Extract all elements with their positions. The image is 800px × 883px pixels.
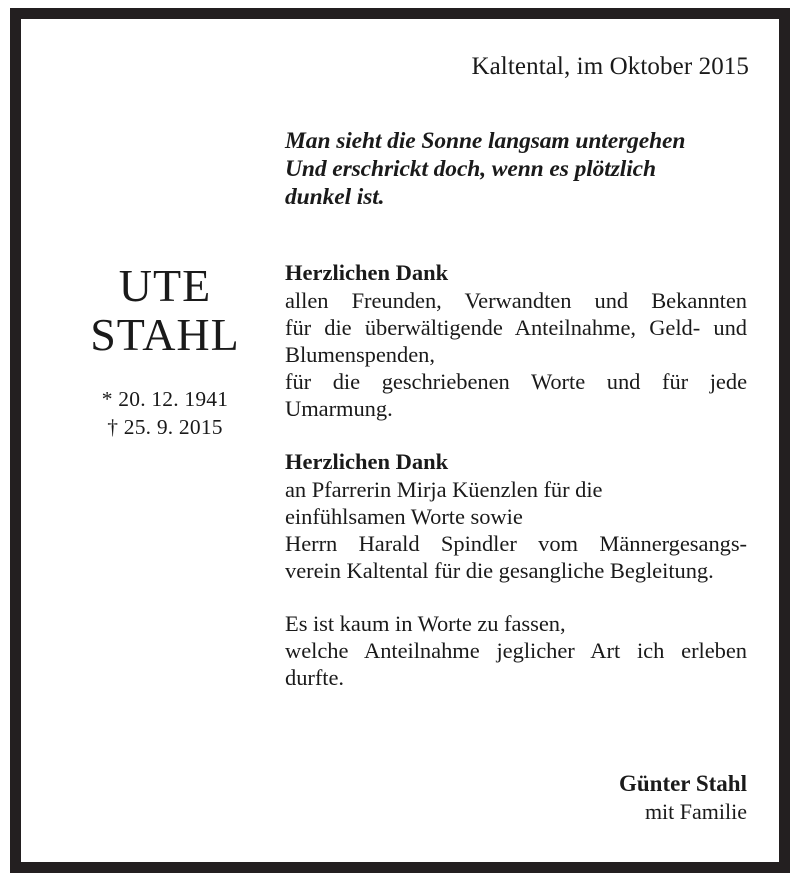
thanks-line: an Pfarrerin Mirja Küenzlen für die xyxy=(285,476,603,502)
closing-line: welche Anteilnahme jeglicher Art ich erleben xyxy=(285,637,747,663)
thanks-line: für die überwältigende Anteilnahme, Geld- und xyxy=(285,314,747,340)
thanks-heading-1: Herzlichen Dank xyxy=(285,259,449,285)
thanks-line: einfühlsamen Worte sowie xyxy=(285,503,523,529)
thanks-heading-2: Herzlichen Dank xyxy=(285,448,449,474)
thanks-line: Herrn Harald Spindler vom Männergesangs- xyxy=(285,530,747,556)
signatory-subtitle: mit Familie xyxy=(644,799,747,824)
thanks-line: allen Freunden, Verwandten und Bekannten xyxy=(285,287,747,313)
deceased-last-name: STAHL xyxy=(90,308,240,360)
deceased-block xyxy=(45,259,285,441)
poem-line-3: dunkel ist. xyxy=(285,183,385,210)
poem-line-1: Man sieht die Sonne langsam untergehen xyxy=(285,127,686,154)
place-and-date: Kaltental, im Oktober 2015 xyxy=(471,53,749,80)
poem-line-2: Und erschrickt doch, wenn es plötzlich xyxy=(285,155,656,182)
deceased-name xyxy=(45,261,285,359)
thanks-text-2 xyxy=(285,476,747,584)
thanks-line: Blumenspenden, xyxy=(285,341,435,367)
closing-line: Es ist kaum in Worte zu fassen, xyxy=(285,610,566,636)
notice-body xyxy=(45,259,755,691)
black-mourning-border xyxy=(10,8,790,873)
birth-date: * 20. 12. 1941 xyxy=(101,386,229,411)
life-dates xyxy=(45,385,285,441)
thanks-line: für die geschriebenen Worte und für jede xyxy=(285,368,747,394)
notice-content xyxy=(21,19,779,862)
thanks-block-1 xyxy=(285,259,747,422)
closing-text xyxy=(285,610,747,691)
thanks-block-2 xyxy=(285,448,747,584)
signatory-name: Günter Stahl xyxy=(618,771,747,796)
death-date: † 25. 9. 2015 xyxy=(107,414,223,439)
closing-line: durfte. xyxy=(285,664,344,690)
signature-block xyxy=(619,770,747,826)
thanks-column xyxy=(285,259,755,691)
deceased-first-name: UTE xyxy=(118,259,212,311)
memorial-poem xyxy=(285,127,755,211)
closing-block xyxy=(285,610,747,691)
thanks-line: verein Kaltental für die gesangliche Begleitung. xyxy=(285,557,714,583)
thanks-text-1 xyxy=(285,287,747,422)
thanks-line: Umarmung. xyxy=(285,395,393,421)
